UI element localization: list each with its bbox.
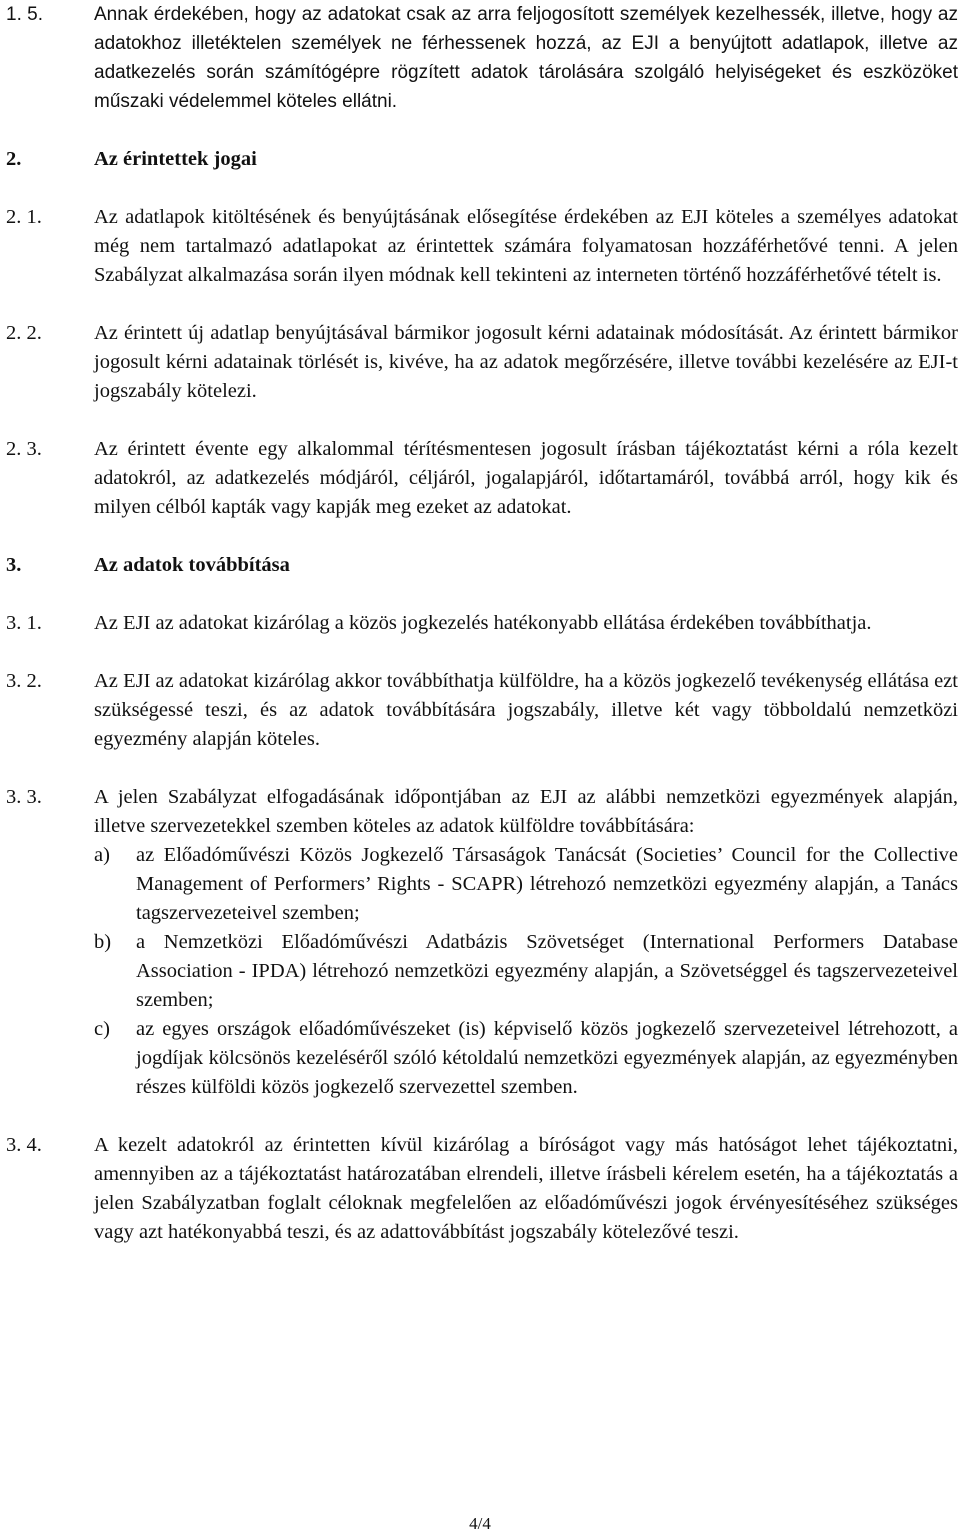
section-text: Annak érdekében, hogy az adatokat csak az arra feljogosított személyek kezelhessék, illetve, hogy az adatokhoz illetéktelen személyek ne férhessenek hozzá, az EJI a benyújtott adatlapok, illetve az adatkezelés során számítógépre rögzített adatok tárolására szolgáló helyiségeket és eszközöket műszaki védelemmel köteles ellátni. xyxy=(94,4,958,112)
section-number: 3. 1. xyxy=(6,612,42,634)
section-2-2 xyxy=(6,319,958,406)
heading-title: Az érintettek jogai xyxy=(94,148,257,170)
section-number: 2. 3. xyxy=(6,438,42,460)
section-3-3 xyxy=(6,783,958,1102)
section-2-3 xyxy=(6,435,958,522)
section-3-4 xyxy=(6,1131,958,1247)
section-number: 2. 2. xyxy=(6,322,42,344)
section-text: Az EJI az adatokat kizárólag a közös jogkezelés hatékonyabb ellátása érdekében továbbíthatja. xyxy=(94,612,872,634)
list-item xyxy=(94,1015,958,1102)
list-item-label: a) xyxy=(94,844,110,866)
section-text-part: Az adatlapok kitöltésének és benyújtásának elősegítése érdekében az EJI köteles a személyes adatokat még nem tartalmazó adatlapokat az érintettek számára folyamatosan hozzáférhetővé tenni. xyxy=(94,206,958,257)
section-3-2 xyxy=(6,667,958,754)
section-text: Az EJI az adatokat kizárólag akkor továbbíthatja külföldre, ha a közös jogkezelő tevékenység ellátása ezt szükségessé teszi, és az adatok továbbítására jogszabály, illetve két vagy többoldalú nemzetközi egyezmény alapján köteles. xyxy=(94,670,958,750)
section-text xyxy=(94,203,958,290)
section-2-1 xyxy=(6,203,958,290)
list-item-label: c) xyxy=(94,1018,110,1040)
list-item-label: b) xyxy=(94,931,112,953)
section-number: 3. 2. xyxy=(6,670,42,692)
section-1-5 xyxy=(6,0,958,116)
section-text: Az érintett évente egy alkalommal térítésmentesen jogosult írásban tájékoztatást kérni a róla kezelt adatokról, az adatkezelés módjáról, céljáról, jogalapjáról, időtartamáról, továbbá arról, hogy kik és milyen célból kapták vagy kapják meg ezeket az adatokat. xyxy=(94,438,958,518)
document-page xyxy=(6,0,958,1247)
section-text-part: A jelen Szabályzat alkalmazása során ilyen módnak kell tekinteni az interneten történő hozzáférhetővé tételt is. xyxy=(94,235,958,286)
heading-number: 3. xyxy=(6,554,22,576)
list-item-text: az egyes országok előadóművészeket (is) képviselő közös jogkezelő szervezeteivel létrehozott, a jogdíjak kölcsönös kezeléséről szóló kétoldalú nemzetközi egyezmények alapján, az egyezményben részes külföldi közös jogkezelő szervezettel szemben. xyxy=(136,1018,958,1098)
section-number: 3. 4. xyxy=(6,1134,42,1156)
list-item-text: az Előadóművészi Közös Jogkezelő Társaságok Tanácsát (Societies’ Council for the Collective Management of Performers’ Rights - SCAPR) létrehozó nemzetközi egyezmény alapján, a Tanács tagszervezeteivel szemben; xyxy=(136,844,958,924)
section-number: 2. 1. xyxy=(6,206,42,228)
list-item xyxy=(94,928,958,1015)
section-number: 3. 3. xyxy=(6,786,42,808)
section-text: Az érintett új adatlap benyújtásával bármikor jogosult kérni adatainak módosítását. Az érintett bármikor jogosult kérni adatainak törlését is, kivéve, ha az adatok megőrzésére, illetve további kezelésére az EJI-t jogszabály kötelezi. xyxy=(94,322,958,402)
section-number: 1. 5. xyxy=(6,4,43,25)
section-body xyxy=(94,783,958,1102)
list-item xyxy=(94,841,958,928)
page-number: 4/4 xyxy=(469,1514,491,1533)
list-item-text: a Nemzetközi Előadóművészi Adatbázis Szövetséget (International Performers Database Association - IPDA) létrehozó nemzetközi egyezmény alapján, a Szövetséggel és tagszervezeteivel szemben; xyxy=(136,931,958,1011)
heading-number: 2. xyxy=(6,148,22,170)
section-text: A kezelt adatokról az érintetten kívül kizárólag a bíróságot vagy más hatóságot lehet tájékoztatni, amennyiben az a tájékoztatást határozatában elrendeli, illetve írásbeli kérelem esetén, ha a tájékoztatás a jelen Szabályzatban foglalt céloknak megfelelően az előadóművészi jogok érvényesítéséhez szükséges vagy azt hatékonyabbá teszi, és az adattovábbítást jogszabály kötelezővé teszi. xyxy=(94,1134,958,1243)
section-3-1 xyxy=(6,609,958,638)
heading-3 xyxy=(6,551,958,580)
heading-2 xyxy=(6,145,958,174)
heading-title: Az adatok továbbítása xyxy=(94,554,290,576)
section-text: A jelen Szabályzat elfogadásának időpontjában az EJI az alábbi nemzetközi egyezmények alapján, illetve szervezetekkel szemben köteles az adatok külföldre továbbítására: xyxy=(94,786,958,837)
sub-item-list xyxy=(94,841,958,1102)
